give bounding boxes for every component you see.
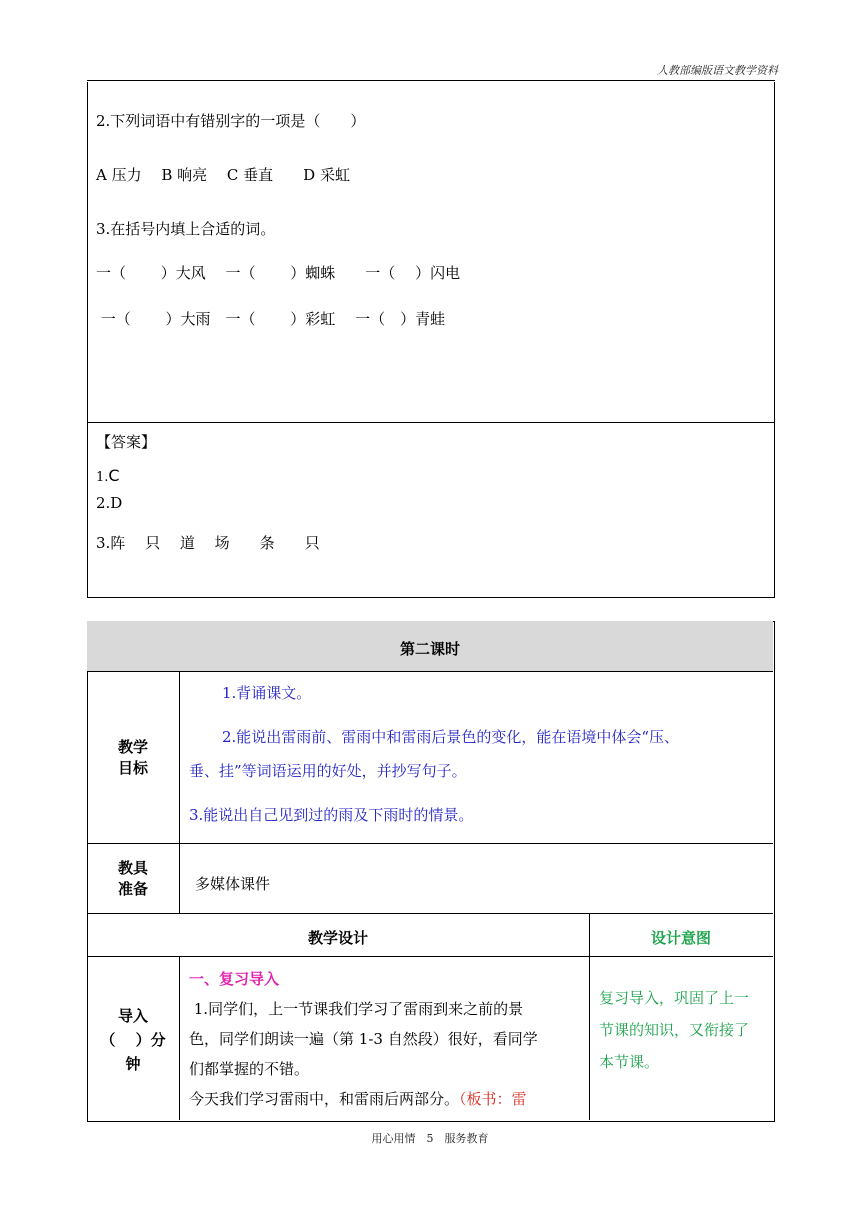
intro-line-4-main: 今天我们学习雷雨中，和雷雨后两部分。 [189,1090,460,1108]
question-2: 2.下列词语中有错别字的一项是（ ） [96,112,366,130]
answer-box [87,422,775,598]
answer-heading: 【答案】 [96,433,157,451]
tools-label-line-1: 教具 [117,859,148,877]
intro-line-3: 们都掌握的不错。 [189,1060,310,1078]
intent-line-3: 本节课。 [599,1053,660,1071]
intro-label-line-1: 导入 [117,1007,148,1025]
intro-text [189,994,587,1114]
intent-line-1: 复习导入，巩固了上一 [599,989,750,1007]
question-2-options: A 压力 B 响亮 C 垂直 D 采虹 [96,166,350,184]
exercise-box [87,82,775,423]
row-divider [87,913,773,914]
design-header: 教学设计 [307,929,368,947]
blackboard-note: （板书：雷 [459,1090,527,1108]
answer-3: 3.阵 只 道 场 条 只 [96,534,320,552]
header-label: 人教部编版语文教学资料 [657,64,778,77]
question-3: 3.在括号内填上合适的词。 [96,220,276,238]
header-divider [87,80,775,81]
intro-label-line-2: （ ）分 [100,1031,166,1049]
intro-line-4 [189,1084,587,1114]
intent-text [599,982,749,1078]
goals-label-line-2: 目标 [117,759,148,777]
intro-line-2: 色，同学们朗读一遍（第 1-3 自然段）很好，看同学 [189,1030,538,1048]
column-divider [179,956,180,1120]
goals-label-line-1: 教学 [117,738,148,756]
tools-value: 多媒体课件 [195,875,271,893]
lesson-title: 第二课时 [399,640,460,658]
goal-2-line-1: 2.能说出雷雨前、雷雨中和雷雨后景色的变化，能在语境中体会“压、 [222,728,679,746]
question-3-row-1: 一（ ）大风 一（ ）蜘蛛 一（ ）闪电 [96,264,461,282]
goals-label [87,736,179,778]
goal-1: 1.背诵课文。 [222,684,312,702]
goal-3: 3.能说出自己见到过的雨及下雨时的情景。 [189,806,474,824]
page-footer: 用心用情 5 服务教育 [371,1132,489,1145]
row-divider [87,843,773,844]
answer-1-prefix: 1. [96,470,109,485]
section-title: 一、复习导入 [189,970,280,988]
answer-1 [96,466,120,485]
intro-label-line-3: 钟 [125,1055,141,1073]
question-3-row-2: 一（ ）大雨 一（ ）彩虹 一（ ）青蛙 [96,310,446,328]
intro-line-1: 1.同学们，上一节课我们学习了雷雨到来之前的景 [189,1000,524,1018]
answer-2: 2.D [96,494,123,512]
answer-1-value: C [108,466,120,485]
tools-label-line-2: 准备 [117,880,148,898]
goal-2-line-2: 垂、挂”等词语运用的好处，并抄写句子。 [189,762,467,780]
row-divider [87,956,773,957]
intent-header: 设计意图 [650,929,711,947]
tools-label [87,857,179,899]
intro-label [87,1004,179,1076]
column-divider [179,671,180,913]
intent-line-2: 节课的知识，又衔接了 [599,1021,750,1039]
